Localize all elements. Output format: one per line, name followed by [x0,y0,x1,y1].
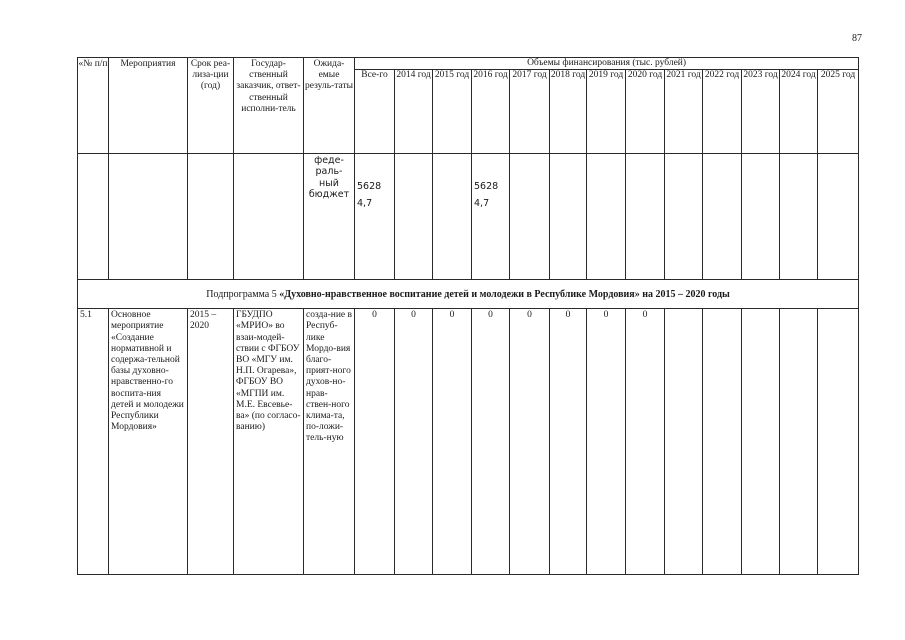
cell-5-1-period: 2015 – 2020 [188,309,234,575]
cell-empty [78,154,109,280]
cell-5-1-value [780,309,818,575]
cell-5-1-value: 0 [433,309,472,575]
cell-5-1-value [703,309,742,575]
cell-empty [665,154,703,280]
cell-federal-total: 5628 4,7 [355,154,395,280]
row-federal-budget [78,154,859,280]
cell-federal-2016: 5628 4,7 [472,154,510,280]
cell-empty [510,154,550,280]
cell-empty [395,154,433,280]
header-results: Ожида-емые резуль-таты [304,58,355,154]
cell-empty [433,154,472,280]
cell-empty [780,154,818,280]
cell-empty [550,154,587,280]
cell-empty [587,154,626,280]
cell-5-1-value [742,309,780,575]
header-total: Все-го [355,70,395,154]
header-period: Срок реа-лиза-ции (год) [188,58,234,154]
header-year: 2024 год [780,70,818,154]
header-year: 2016 год [472,70,510,154]
header-year: 2021 год [665,70,703,154]
page-number: 87 [852,33,862,44]
header-year: 2015 год [433,70,472,154]
cell-empty [109,154,188,280]
cell-empty [703,154,742,280]
cell-5-1-results: созда-ние в Респуб-лике Мордо-вия благо-прият-ного духов-но-нрав-ствен-ного клима-та, по-ложи-тель-ную [304,309,355,575]
header-year: 2025 год [818,70,859,154]
header-customer: Государ-ственный заказчик, ответ-ственный исполни-тель [234,58,304,154]
cell-5-1-value: 0 [626,309,665,575]
cell-5-1-value: 0 [510,309,550,575]
cell-empty [188,154,234,280]
cell-5-1-value: 0 [587,309,626,575]
header-year: 2023 год [742,70,780,154]
cell-5-1-value: 0 [395,309,433,575]
header-year: 2022 год [703,70,742,154]
header-measures: Мероприятия [109,58,188,154]
subprogram-prefix: Подпрограмма 5 [206,288,280,300]
header-year: 2020 год [626,70,665,154]
header-row-1 [78,58,859,70]
header-num: «№ п/п [78,58,109,154]
header-year: 2018 год [550,70,587,154]
cell-5-1-value [665,309,703,575]
subprogram-suffix: на 2015 – 2020 годы [639,288,730,300]
cell-empty [626,154,665,280]
subprogram-title [78,280,859,309]
subprogram-name: «Духовно-нравственное воспитание детей и молодежи в Республике Мордовия» [279,288,640,300]
header-year: 2014 год [395,70,433,154]
cell-5-1-value: 0 [550,309,587,575]
cell-5-1-value: 0 [472,309,510,575]
row-subprogram [78,280,859,309]
cell-empty [818,154,859,280]
cell-empty [234,154,304,280]
cell-5-1-num: 5.1 [78,309,109,575]
cell-federal-results: феде-раль-ный бюджет [304,154,355,280]
cell-5-1-customer: ГБУДПО «МРИО» во взаи-модей-ствии с ФГБОУ ВО «МГУ им. Н.П. Огарева», ФГБОУ ВО «МГПИ им. М.Е. Евсевье-ва» (по согласо-ванию) [234,309,304,575]
row-5-1 [78,309,859,575]
cell-empty [742,154,780,280]
cell-5-1-total: 0 [355,309,395,575]
header-year: 2019 год [587,70,626,154]
header-funding: Объемы финансирования (тыс. рублей) [355,58,859,70]
cell-5-1-value [818,309,859,575]
header-year: 2017 год [510,70,550,154]
funding-table [77,57,859,575]
cell-5-1-measure: Основное мероприятие «Создание нормативной и содержа-тельной базы духовно-нравственно-го воспита-ния детей и молодежи Республики Мордовия» [109,309,188,575]
